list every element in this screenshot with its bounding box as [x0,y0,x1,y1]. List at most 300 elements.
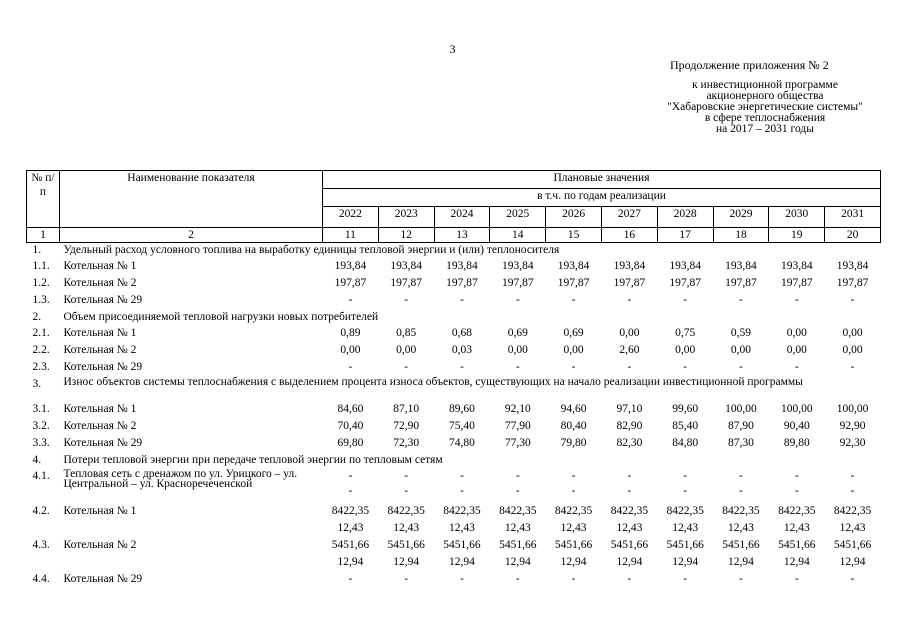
value: 80,40 [560,419,587,432]
row-number: 1. [32,244,42,256]
section-row [27,310,881,326]
value-cell [713,293,769,310]
value-cell [378,259,434,276]
col-header-planned: Плановые значения [323,171,881,189]
value-cell [490,504,546,538]
value: - [850,360,855,373]
value-cell [713,419,769,436]
value: 75,40 [449,419,475,432]
row-number: 4.4. [32,572,50,585]
header-line: "Хабаровские энергетические системы" [667,101,863,113]
value-cell [434,572,490,589]
row-number: 2.1. [32,326,50,339]
value-cell [378,419,434,436]
row-number: 3.2. [32,419,50,432]
year-cell: 2026 [546,207,602,228]
value: - [627,360,632,373]
value-cell [713,259,769,276]
value: 193,84 [725,259,757,272]
value-cell [546,360,602,377]
value-cell [657,343,713,360]
index-cell: 11 [323,228,379,243]
year-cell: 2031 [825,207,881,228]
value-cell [825,343,881,360]
value-cell [378,326,434,343]
value: 193,84 [780,259,813,272]
value: - [794,484,799,497]
value: 12,94 [783,555,810,568]
value: 84,80 [672,436,699,449]
year-cell: 2027 [601,207,657,228]
value-cell [378,343,434,360]
value-cell [490,276,546,293]
value: 12,94 [839,555,866,568]
value-cell [769,259,825,276]
table-row [27,293,881,310]
indicator-name: Котельная № 2 [63,538,137,551]
value-cell [657,326,713,343]
value-cell [490,572,546,589]
value: 72,90 [393,419,420,432]
value-cell [601,402,657,419]
value: - [850,484,855,497]
value: - [515,484,520,497]
table-row [27,436,881,453]
value: 12,43 [839,521,866,534]
value: 0,03 [451,343,473,356]
value: 89,60 [449,402,475,415]
value: 8422,35 [331,504,370,517]
value: - [515,360,520,373]
value-cell [434,504,490,538]
value-cell [713,343,769,360]
value: 5451,66 [387,538,425,551]
value: 197,87 [501,276,534,289]
index-cell: 12 [378,228,434,243]
table-row [27,259,881,276]
value: 12,94 [504,555,531,568]
value: 8422,35 [554,504,593,517]
value-cell [546,402,602,419]
indicator-name: Котельная № 29 [63,360,143,373]
value-cell [546,469,602,504]
value-cell [434,326,490,343]
row-number: 3. [32,377,42,390]
value-cell [546,504,602,538]
value-cell [601,419,657,436]
value: 100,00 [836,402,869,415]
value-cell [713,504,769,538]
value: 12,43 [393,521,420,534]
section-row [27,453,881,469]
header-line: Продолжение приложения № 2 [670,58,829,72]
row-number: 2. [32,310,42,323]
value-cell [546,419,602,436]
value: 92,10 [504,402,531,415]
section-title: Потери тепловой энергии при передаче тепловой энергии по тепловым сетям [63,453,443,466]
year-cell: 2028 [657,207,713,228]
value-cell [490,469,546,504]
value-cell [490,259,546,276]
value-cell [546,572,602,589]
value: - [683,572,688,585]
value: 82,30 [616,436,643,449]
value-cell [546,436,602,453]
value: 197,87 [780,276,813,289]
value: 5451,66 [833,538,872,551]
value: 8422,35 [387,504,425,517]
value-cell [323,343,379,360]
value-cell [657,436,713,453]
value: 193,84 [446,259,478,272]
value: 74,80 [449,436,475,449]
value-cell [601,436,657,453]
value: 5451,66 [722,538,760,551]
value-cell [657,259,713,276]
value: 5451,66 [443,538,481,551]
value-cell [490,360,546,377]
value: 0,00 [619,326,640,339]
value: 197,87 [390,276,422,289]
value: - [683,360,688,373]
value-cell [546,343,602,360]
value: 12,94 [337,555,364,568]
value-cell [657,538,713,572]
value: 197,87 [669,276,701,289]
indicator-name: Котельная № 1 [63,402,137,415]
value-cell [323,259,379,276]
value: 87,30 [728,436,754,449]
value: 0,75 [675,326,696,339]
value-cell [378,276,434,293]
value-cell [601,360,657,377]
value-cell [378,572,434,589]
value: 79,80 [560,436,587,449]
value-cell [490,293,546,310]
value: 0,00 [507,343,528,356]
value: - [739,572,743,585]
value: - [404,469,409,482]
value: 8422,35 [722,504,760,517]
value-cell [769,276,825,293]
value: 0,68 [451,326,473,339]
value-cell [434,436,490,453]
value-cell [657,293,713,310]
value-cell [657,276,713,293]
value: - [794,469,799,482]
page-number: 3 [449,42,456,56]
value-cell [434,538,490,572]
value-cell [434,276,490,293]
row-number: 2.2. [32,343,50,356]
value-cell [713,538,769,572]
value: 87,10 [393,402,420,415]
value: - [683,469,688,482]
value-cell [378,436,434,453]
value-cell [323,276,379,293]
value: 5451,66 [331,538,370,551]
value: 12,43 [560,521,587,534]
indicator-name: Котельная № 1 [63,259,137,272]
value-cell [378,504,434,538]
value-cell [546,293,602,310]
value: 0,00 [842,326,863,339]
value-cell [323,504,379,538]
value: - [348,360,353,373]
value-cell [434,343,490,360]
value-cell [378,293,434,310]
value: - [460,360,464,373]
table-row [27,469,881,504]
value-cell [490,436,546,453]
value-cell [825,276,881,293]
value: - [515,293,520,306]
value-cell [490,538,546,572]
value-cell [601,343,657,360]
value-cell [825,504,881,538]
value: 12,43 [449,521,475,534]
value-cell [601,504,657,538]
value-cell [323,326,379,343]
value: 12,43 [616,521,643,534]
value: 0,00 [730,343,752,356]
value-cell [323,293,379,310]
value: 99,60 [672,402,699,415]
value: 12,94 [728,555,754,568]
value-cell [657,419,713,436]
indicator-name: Котельная № 29 [63,572,143,585]
row-number: 1.2. [32,276,50,289]
value: 0,69 [507,326,528,339]
year-cell: 2029 [713,207,769,228]
indicator-name: Котельная № 1 [63,504,137,517]
value: 193,84 [501,259,534,272]
value: 5451,66 [666,538,704,551]
value: 12,94 [616,555,643,568]
value-cell [378,360,434,377]
value-cell [825,360,881,377]
value-cell [769,326,825,343]
value: - [794,572,799,585]
section-title: Удельный расход условного топлива на выработку единицы тепловой энергии и (или) теплоносителя [63,244,560,256]
table-row [27,360,881,377]
value: - [460,469,464,482]
table-body [27,243,881,589]
value: - [739,469,743,482]
indicator-name: Котельная № 29 [63,293,143,306]
year-cell: 2030 [769,207,825,228]
indicator-name: Котельная № 1 [63,326,137,339]
value: 2,60 [619,343,640,356]
col-header-number: № п/п [27,171,60,228]
value-cell [713,326,769,343]
value: 193,84 [557,259,590,272]
value-cell [601,469,657,504]
appendix-header [600,60,905,135]
year-cell: 2025 [490,207,546,228]
value: - [627,572,632,585]
value-cell [434,360,490,377]
table-row [27,538,881,572]
value-cell [769,572,825,589]
value: - [627,293,632,306]
value-cell [825,538,881,572]
value: 92,90 [839,419,866,432]
indicator-name: Котельная № 2 [63,343,137,356]
index-cell: 17 [657,228,713,243]
value-cell [490,402,546,419]
value: - [571,360,576,373]
section-title: Объем присоединяемой тепловой нагрузки новых потребителей [63,310,379,323]
value: - [739,360,743,373]
value: 77,30 [504,436,531,449]
index-cell: 2 [60,228,323,243]
value: 0,69 [563,326,584,339]
value: 0,00 [340,343,361,356]
value-cell [769,504,825,538]
value-cell [434,419,490,436]
value: 8422,35 [778,504,816,517]
index-cell: 14 [490,228,546,243]
value: 12,94 [672,555,699,568]
row-number: 4.3. [32,538,50,551]
value-cell [323,572,379,589]
value-cell [378,469,434,504]
value-cell [601,326,657,343]
value: 197,87 [557,276,590,289]
value: 8422,35 [610,504,649,517]
value: 193,84 [669,259,701,272]
value-cell [434,402,490,419]
value: 8422,35 [666,504,704,517]
value: 193,84 [836,259,869,272]
value-cell [323,538,379,572]
value: - [515,469,520,482]
col-header-name: Наименование показателя [60,171,323,228]
row-number: 1.3. [32,293,50,306]
value-cell [546,538,602,572]
value-cell [769,419,825,436]
row-number: 1.1. [32,259,50,272]
value-cell [490,343,546,360]
table-row [27,572,881,589]
value-cell [434,469,490,504]
value-cell [546,326,602,343]
value-cell [713,572,769,589]
row-number: 4. [32,453,42,466]
value: 5451,66 [554,538,593,551]
value: - [683,484,688,497]
index-cell: 15 [546,228,602,243]
value: 0,00 [396,343,417,356]
value-cell [825,419,881,436]
value: 193,84 [334,259,367,272]
value: - [571,293,576,306]
table-row [27,419,881,436]
value: - [683,293,688,306]
value: 193,84 [390,259,422,272]
value: - [850,293,855,306]
indicators-table [26,170,881,589]
value: 12,43 [337,521,364,534]
value: - [794,360,799,373]
row-number: 3.1. [32,402,50,415]
index-cell: 18 [713,228,769,243]
index-cell: 16 [601,228,657,243]
value-cell [490,326,546,343]
value: - [460,484,464,497]
value: 82,90 [616,419,643,432]
column-index-row [27,228,881,243]
value-cell [323,469,379,504]
value-cell [657,402,713,419]
value-cell [546,259,602,276]
value: 0,00 [786,326,807,339]
value: 5451,66 [610,538,649,551]
row-number: 4.2. [32,504,50,517]
value: 5451,66 [499,538,537,551]
value-cell [713,402,769,419]
value: - [571,572,576,585]
table-row [27,504,881,538]
value-cell [378,402,434,419]
value: - [794,293,799,306]
col-header-by-years: в т.ч. по годам реализации [323,189,881,207]
value: - [739,484,743,497]
value-cell [657,469,713,504]
value-cell [323,436,379,453]
value-cell [713,436,769,453]
value: 197,87 [334,276,367,289]
header-line: в сфере теплоснабжения [704,112,826,124]
table-row [27,343,881,360]
value-cell [769,343,825,360]
value: 0,59 [730,326,752,339]
value-cell [601,259,657,276]
value: 197,87 [836,276,869,289]
value: 0,00 [842,343,863,356]
table-row [27,276,881,293]
value-cell [825,572,881,589]
value-cell [657,360,713,377]
value: - [627,469,632,482]
value: 8422,35 [499,504,537,517]
value: 193,84 [613,259,646,272]
value-cell [601,293,657,310]
value-cell [713,360,769,377]
value: - [348,572,353,585]
value: 69,80 [337,436,364,449]
index-cell: 20 [825,228,881,243]
value-cell [825,402,881,419]
value: 197,87 [613,276,646,289]
value-cell [378,538,434,572]
value-cell [825,259,881,276]
value-cell [825,469,881,504]
value: - [404,572,409,585]
value: 94,60 [560,402,587,415]
value: - [404,484,409,497]
value: 0,00 [675,343,696,356]
value: - [404,360,409,373]
value: 0,85 [396,326,417,339]
indicator-name: Котельная № 2 [63,419,137,432]
year-cell: 2023 [378,207,434,228]
value: 92,30 [839,436,866,449]
row-number: 4.1. [32,469,50,482]
table-row [27,402,881,419]
value: 197,87 [725,276,757,289]
